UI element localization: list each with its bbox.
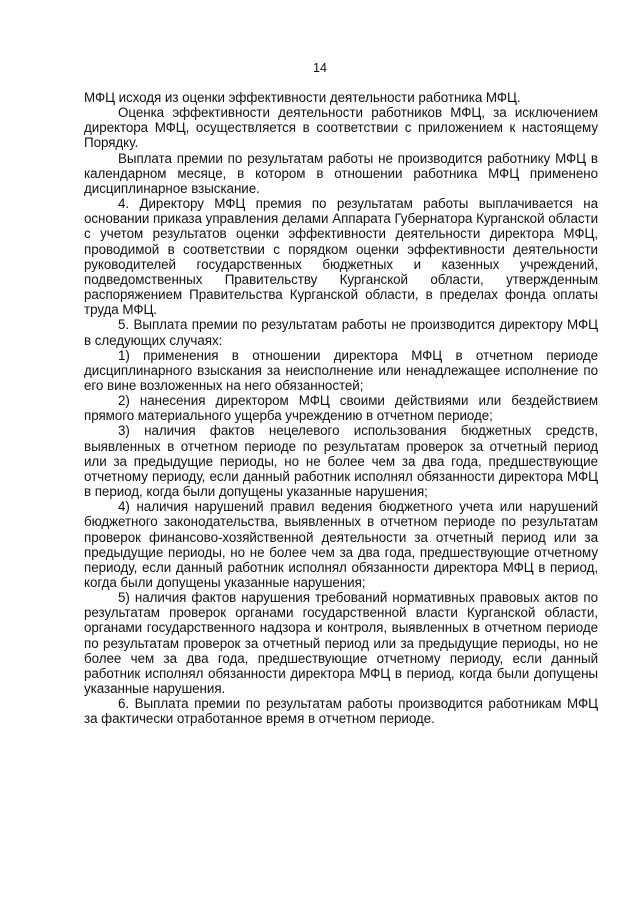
- paragraph-no-bonus-employee: Выплата премии по результатам работы не производится работнику МФЦ в календарном месяце, в котором в отношении работника МФЦ применено дисциплинарное взыскание.: [84, 150, 598, 196]
- paragraph-subitem-3: 3) наличия фактов нецелевого использования бюджетных средств, выявленных в отчетном периоде по результатам проверок за отчетный период или за предыдущие периоды, но не более чем за два года, предшествующие отчетному периоду, если данный работник исполнял обязанности директора МФЦ в период, когда были допущены указанные нарушения;: [84, 423, 598, 500]
- paragraph-continuation: МФЦ исходя из оценки эффективности деятельности работника МФЦ.: [84, 90, 521, 105]
- paragraph-subitem-2: 2) нанесения директором МФЦ своими действиями или бездействием прямого материального ущерба учреждению в отчетном периоде;: [84, 393, 598, 424]
- document-body: [84, 90, 598, 727]
- paragraph-item-6: 6. Выплата премии по результатам работы производится работникам МФЦ за фактически отработанное время в отчетном периоде.: [84, 696, 598, 727]
- paragraph-subitem-5: 5) наличия фактов нарушения требований нормативных правовых актов по результатам проверок органами государственной власти Курганской области, органами государственного надзора и контроля, выявленных в отчетном периоде по результатам проверок за отчетный период или за предыдущие периоды, но не более чем за два года, предшествующие отчетному периоду, если данный работник исполнял обязанности директора МФЦ в период, когда были допущены указанные нарушения.: [84, 590, 598, 697]
- paragraph-subitem-4: 4) наличия нарушений правил ведения бюджетного учета или нарушений бюджетного законодательства, выявленных в отчетном периоде по результатам проверок финансово-хозяйственной деятельности за отчетный период или за предыдущие периоды, но не более чем за два года, предшествующие отчетному периоду, если данный работник исполнял обязанности директора МФЦ в период, когда были допущены указанные нарушения;: [84, 499, 598, 590]
- paragraph-item-5: 5. Выплата премии по результатам работы не производится директору МФЦ в следующих случаях:: [84, 317, 598, 348]
- paragraph-item-4: 4. Директору МФЦ премия по результатам работы выплачивается на основании приказа управления делами Аппарата Губернатора Курганской области с учетом результатов оценки эффективности деятельности директора МФЦ, проводимой в соответствии с порядком оценки эффективности деятельности руководителей государственных бюджетных и казенных учреждений, подведомственных Правительству Курганской области, утвержденным распоряжением Правительства Курганской области, в пределах фонда оплаты труда МФЦ.: [84, 196, 598, 318]
- paragraph-evaluation: Оценка эффективности деятельности работников МФЦ, за исключением директора МФЦ, осуществляется в соответствии с приложением к настоящему Порядку.: [84, 105, 598, 151]
- paragraph-subitem-1: 1) применения в отношении директора МФЦ в отчетном периоде дисциплинарного взыскания за неисполнение или ненадлежащее исполнение по его вине возложенных на него обязанностей;: [84, 347, 598, 393]
- page-number: 14: [313, 61, 327, 75]
